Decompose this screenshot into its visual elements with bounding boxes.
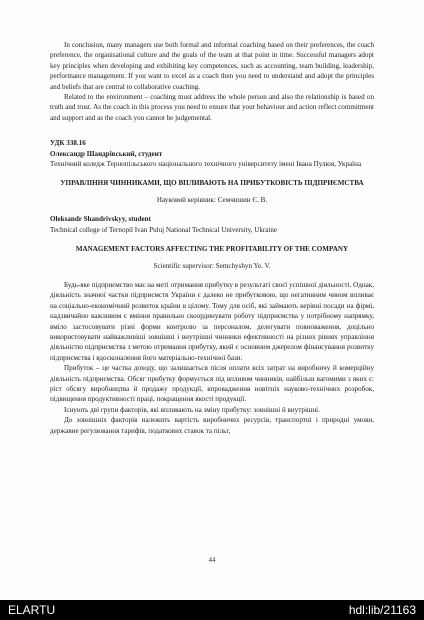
intro-paragraph-1: In conclusion, many managers use both formal and informal coaching based on their preferences, the coach preference, the organisational culture and the goals of the team at that point in time. Successful managers adopt key principles when developing and exhibiting key competences, such as accounting, team building, leadership, performance management. If you want to excel as a coach then you need to understand and adopt the principles and beliefs that are central to collaborative coaching. <box>50 41 374 91</box>
ua-supervisor: Науковий керівник: Семчишин Є. В. <box>156 195 268 204</box>
body-paragraph-3: Існують дві групи факторів, які впливають на зміну прибутку: зовнішні й внутрішні. <box>64 405 320 414</box>
ua-title: УПРАВЛІННЯ ЧИННИКАМИ, ЩО ВПЛИВАЮТЬ НА ПРИБУТКОВІСТЬ ПІДПРИЄМСТВА <box>60 179 364 188</box>
repository-name: ELARTU <box>8 603 56 617</box>
en-affiliation: Technical college of Ternopil Ivan Puluj National Technical University, Ukraine <box>50 225 278 234</box>
intro-paragraph-2: Related to the environment – coaching must address the whole person and also the relationship is based on truth and trust. As the coach in this process you need to ensure that your behaviour and action reflect commitment and support and as the coach you cannot be judgemental. <box>50 93 374 122</box>
body-paragraph-1: Будь-яке підприємство має на меті отримання прибутку в результаті своєї успішної діяльності. Однак, діяльність значної частки підприємств України є далеко не прибутковою, що негативним чином впливає на соціально-економічний розвиток країни в цілому. Тому для осіб, які займають керівні посади на фірмі, надзвичайно важливим є вміння правильно скоординувати роботу підприємства у потрібному напрямку, вміло застосовувати різні форми контролю за персоналом, делегувати повноваження, доцільно використовувати найважливіші зовнішні і внутрішні чинники ефективності на різних рівнях управління діяльністю підприємства з метою отримання прибутку, який є основним джерелом фінансування розвитку підприємства і вдосконалення його матеріально-технічної бази. <box>50 280 374 362</box>
body-paragraph-4: До зовнішніх факторів належить вартість виробничих ресурсів, транспортні і природні умови, державне регулювання тарифів, податкових ставок та пільг, <box>50 416 374 435</box>
body-paragraph-2: Прибуток – це частка доходу, що залишається після оплати всіх затрат на виробничу й комерційну діяльність підприємства. Обсяг прибутку формується під впливом чинників, найбільш вагомими з яких є: ріст обсягу виробництва й продажу продукції, впровадження новітніх науково-технічних розробок, підвищення продуктивності праці, покращення якості продукції. <box>50 364 374 404</box>
en-title: MANAGEMENT FACTORS AFFECTING THE PROFITABILITY OF THE COMPANY <box>75 245 349 254</box>
repository-footer <box>0 600 424 620</box>
en-author: Oleksandr Shandrivskyy, student <box>50 215 151 224</box>
udk-code: УДК 338.16 <box>50 139 86 148</box>
ua-affiliation: Технічний коледж Тернопільського національного технічного університету імені Івана Пулюя, Україна <box>50 160 362 169</box>
en-supervisor: Scientific supervisor: Semchyshyn Ye. V. <box>153 261 271 270</box>
handle-id: hdl:lib/21163 <box>348 603 416 617</box>
ua-author: Олександр Шандрівський, студент <box>50 149 163 158</box>
page-number: 44 <box>208 556 216 564</box>
